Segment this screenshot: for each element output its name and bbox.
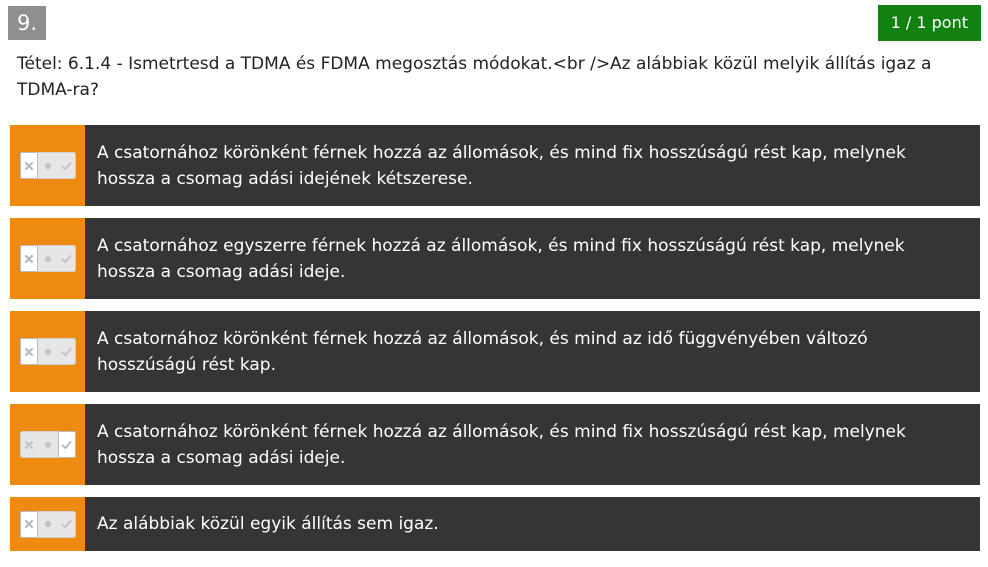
true-false-toggle[interactable] [10, 311, 85, 392]
true-check-icon[interactable] [58, 152, 76, 179]
option-text: A csatornához körönként férnek hozzá az állomások, és mind fix hosszúságú rést kap, melynek hossza a csomag adási idejének kétszerese. [97, 142, 906, 189]
question-number: 9. [8, 6, 46, 40]
true-false-toggle[interactable] [10, 404, 85, 485]
false-icon[interactable] [20, 152, 38, 179]
neutral-dot-icon[interactable] [38, 511, 58, 538]
score-badge: 1 / 1 pont [878, 5, 981, 41]
option-2 [10, 218, 980, 299]
option-text: Az alábbiak közül egyik állítás sem igaz. [97, 514, 439, 534]
true-false-toggle[interactable] [10, 218, 85, 299]
option-4 [10, 404, 980, 485]
neutral-dot-icon[interactable] [38, 152, 58, 179]
toggle-switch[interactable] [20, 338, 76, 365]
option-text: A csatornához körönként férnek hozzá az állomások, és mind fix hosszúságú rést kap, melynek hossza a csomag adási ideje. [97, 421, 906, 468]
true-false-toggle[interactable] [10, 125, 85, 206]
false-icon[interactable] [20, 338, 38, 365]
true-false-toggle[interactable] [10, 497, 85, 551]
false-icon[interactable] [20, 245, 38, 272]
toggle-switch[interactable] [20, 245, 76, 272]
true-check-icon[interactable] [58, 245, 76, 272]
false-icon[interactable] [20, 511, 38, 538]
option-5 [10, 497, 980, 551]
neutral-dot-icon[interactable] [38, 338, 58, 365]
true-check-icon[interactable] [58, 511, 76, 538]
toggle-switch[interactable] [20, 431, 76, 458]
false-icon[interactable] [20, 431, 38, 458]
neutral-dot-icon[interactable] [38, 431, 58, 458]
true-check-icon[interactable] [58, 338, 76, 365]
true-check-icon[interactable] [58, 431, 76, 458]
neutral-dot-icon[interactable] [38, 245, 58, 272]
option-text: A csatornához körönként férnek hozzá az állomások, és mind az idő függvényében változó hosszúságú rést kap. [97, 328, 868, 375]
options-list [10, 125, 980, 563]
option-1 [10, 125, 980, 206]
question-text: Tétel: 6.1.4 - Ismetrtesd a TDMA és FDMA megosztás módokat.<br />Az alábbiak közül melyik állítás igaz a TDMA-ra? [17, 54, 932, 100]
option-text: A csatornához egyszerre férnek hozzá az állomások, és mind fix hosszúságú rést kap, melynek hossza a csomag adási ideje. [97, 235, 905, 282]
toggle-switch[interactable] [20, 511, 76, 538]
toggle-switch[interactable] [20, 152, 76, 179]
option-3 [10, 311, 980, 392]
